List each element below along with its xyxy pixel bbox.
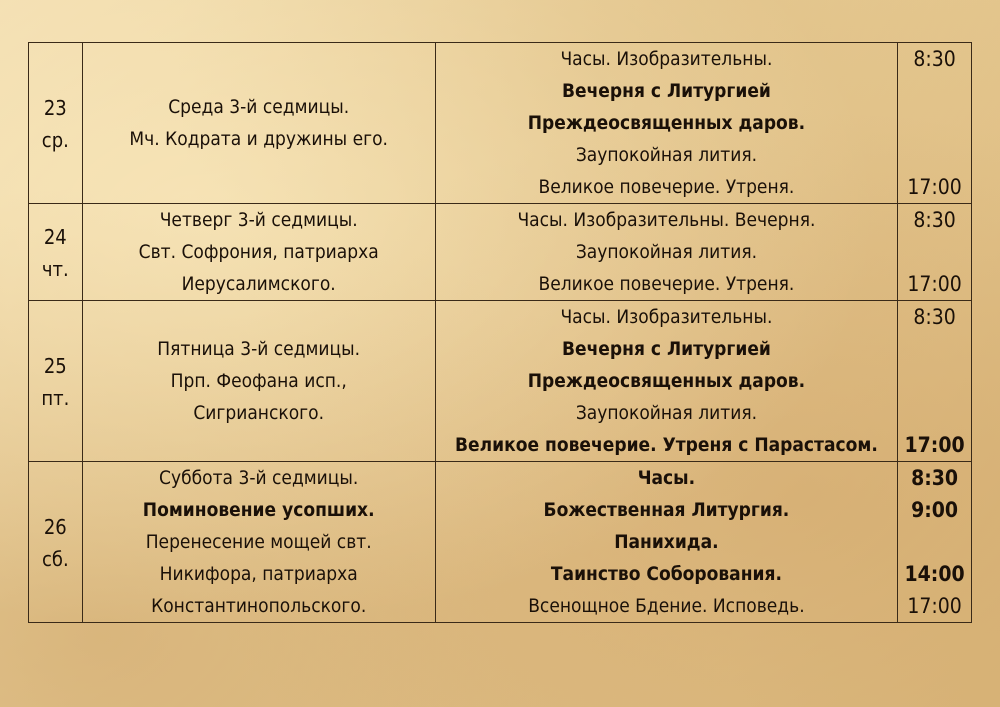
feast-cell: [82, 43, 435, 204]
feast-line: Мч. Кодрата и дружины его.: [129, 128, 388, 150]
service-line: Вечерня с Литургией: [561, 80, 771, 102]
time-value: 8:30: [913, 208, 956, 232]
services-cell: [435, 301, 897, 462]
service-line: Часы. Изобразительны.: [560, 48, 773, 70]
time-value: [902, 75, 967, 107]
service-line: Божественная Литургия.: [543, 499, 790, 521]
service-line: Заупокойная лития.: [575, 144, 758, 166]
service-line: Панихида.: [614, 531, 719, 553]
times-cell: [898, 301, 972, 462]
feast-line: Среда 3-й седмицы.: [168, 96, 350, 118]
service-line: Великое повечерие. Утреня с Парастасом.: [455, 434, 878, 456]
services-cell: [435, 43, 897, 204]
time-value: [902, 139, 967, 171]
day-number: 23: [43, 96, 67, 120]
feast-line: Четверг 3-й седмицы.: [159, 209, 358, 231]
day-number: 26: [43, 515, 67, 539]
schedule-sheet: [28, 42, 972, 623]
service-line: Преждеосвященных даров.: [527, 370, 806, 392]
service-line: Великое повечерие. Утреня.: [538, 273, 795, 295]
service-line: Великое повечерие. Утреня.: [538, 176, 795, 198]
table-row: [29, 43, 972, 204]
services-cell: [435, 462, 897, 623]
weekday: сб.: [41, 547, 69, 571]
service-line: Всенощное Бдение. Исповедь.: [528, 595, 805, 617]
feast-line: Иерусалимского.: [181, 273, 336, 295]
time-value: 8:30: [913, 47, 956, 71]
feast-line: Свт. Софрония, патриарха: [138, 241, 379, 263]
time-value: 17:00: [904, 433, 965, 457]
time-value: 17:00: [907, 175, 962, 199]
feast-line: Никифора, патриарха: [159, 563, 358, 585]
feast-line: Константинопольского.: [151, 595, 367, 617]
date-cell: [29, 43, 83, 204]
weekday: ср.: [41, 128, 69, 152]
service-line: Заупокойная лития.: [575, 402, 758, 424]
schedule-table: [28, 42, 972, 623]
service-line: Часы. Изобразительны. Вечерня.: [517, 209, 816, 231]
feast-cell: [82, 204, 435, 301]
service-line: Преждеосвященных даров.: [527, 112, 806, 134]
service-line: Часы.: [637, 467, 696, 489]
day-number: 25: [43, 354, 67, 378]
weekday: чт.: [41, 257, 69, 281]
feast-line: Поминовение усопших.: [142, 499, 375, 521]
service-line: Таинство Соборования.: [550, 563, 782, 585]
feast-line: Перенесение мощей свт.: [145, 531, 372, 553]
time-value: [902, 397, 967, 429]
table-row: [29, 204, 972, 301]
date-cell: [29, 301, 83, 462]
day-number: 24: [43, 225, 67, 249]
time-value: [902, 236, 967, 268]
table-row: [29, 301, 972, 462]
times-cell: [898, 204, 972, 301]
time-value: 9:00: [911, 498, 959, 522]
date-cell: [29, 462, 83, 623]
times-cell: [898, 462, 972, 623]
feast-cell: [82, 462, 435, 623]
service-line: Часы. Изобразительны.: [560, 306, 773, 328]
service-line: Вечерня с Литургией: [561, 338, 771, 360]
service-line: Заупокойная лития.: [575, 241, 758, 263]
time-value: 17:00: [907, 272, 962, 296]
feast-line: Пятница 3-й седмицы.: [157, 338, 361, 360]
services-cell: [435, 204, 897, 301]
feast-line: Суббота 3-й седмицы.: [159, 467, 359, 489]
times-cell: [898, 43, 972, 204]
feast-cell: [82, 301, 435, 462]
time-value: 14:00: [904, 562, 965, 586]
feast-line: Сигрианского.: [193, 402, 325, 424]
time-value: 17:00: [907, 594, 962, 618]
time-value: 8:30: [913, 305, 956, 329]
time-value: [902, 107, 967, 139]
time-value: [902, 526, 967, 558]
time-value: [902, 333, 967, 365]
date-cell: [29, 204, 83, 301]
time-value: 8:30: [911, 466, 959, 490]
feast-line: Прп. Феофана исп.,: [170, 370, 347, 392]
time-value: [902, 365, 967, 397]
weekday: пт.: [41, 386, 70, 410]
table-row: [29, 462, 972, 623]
